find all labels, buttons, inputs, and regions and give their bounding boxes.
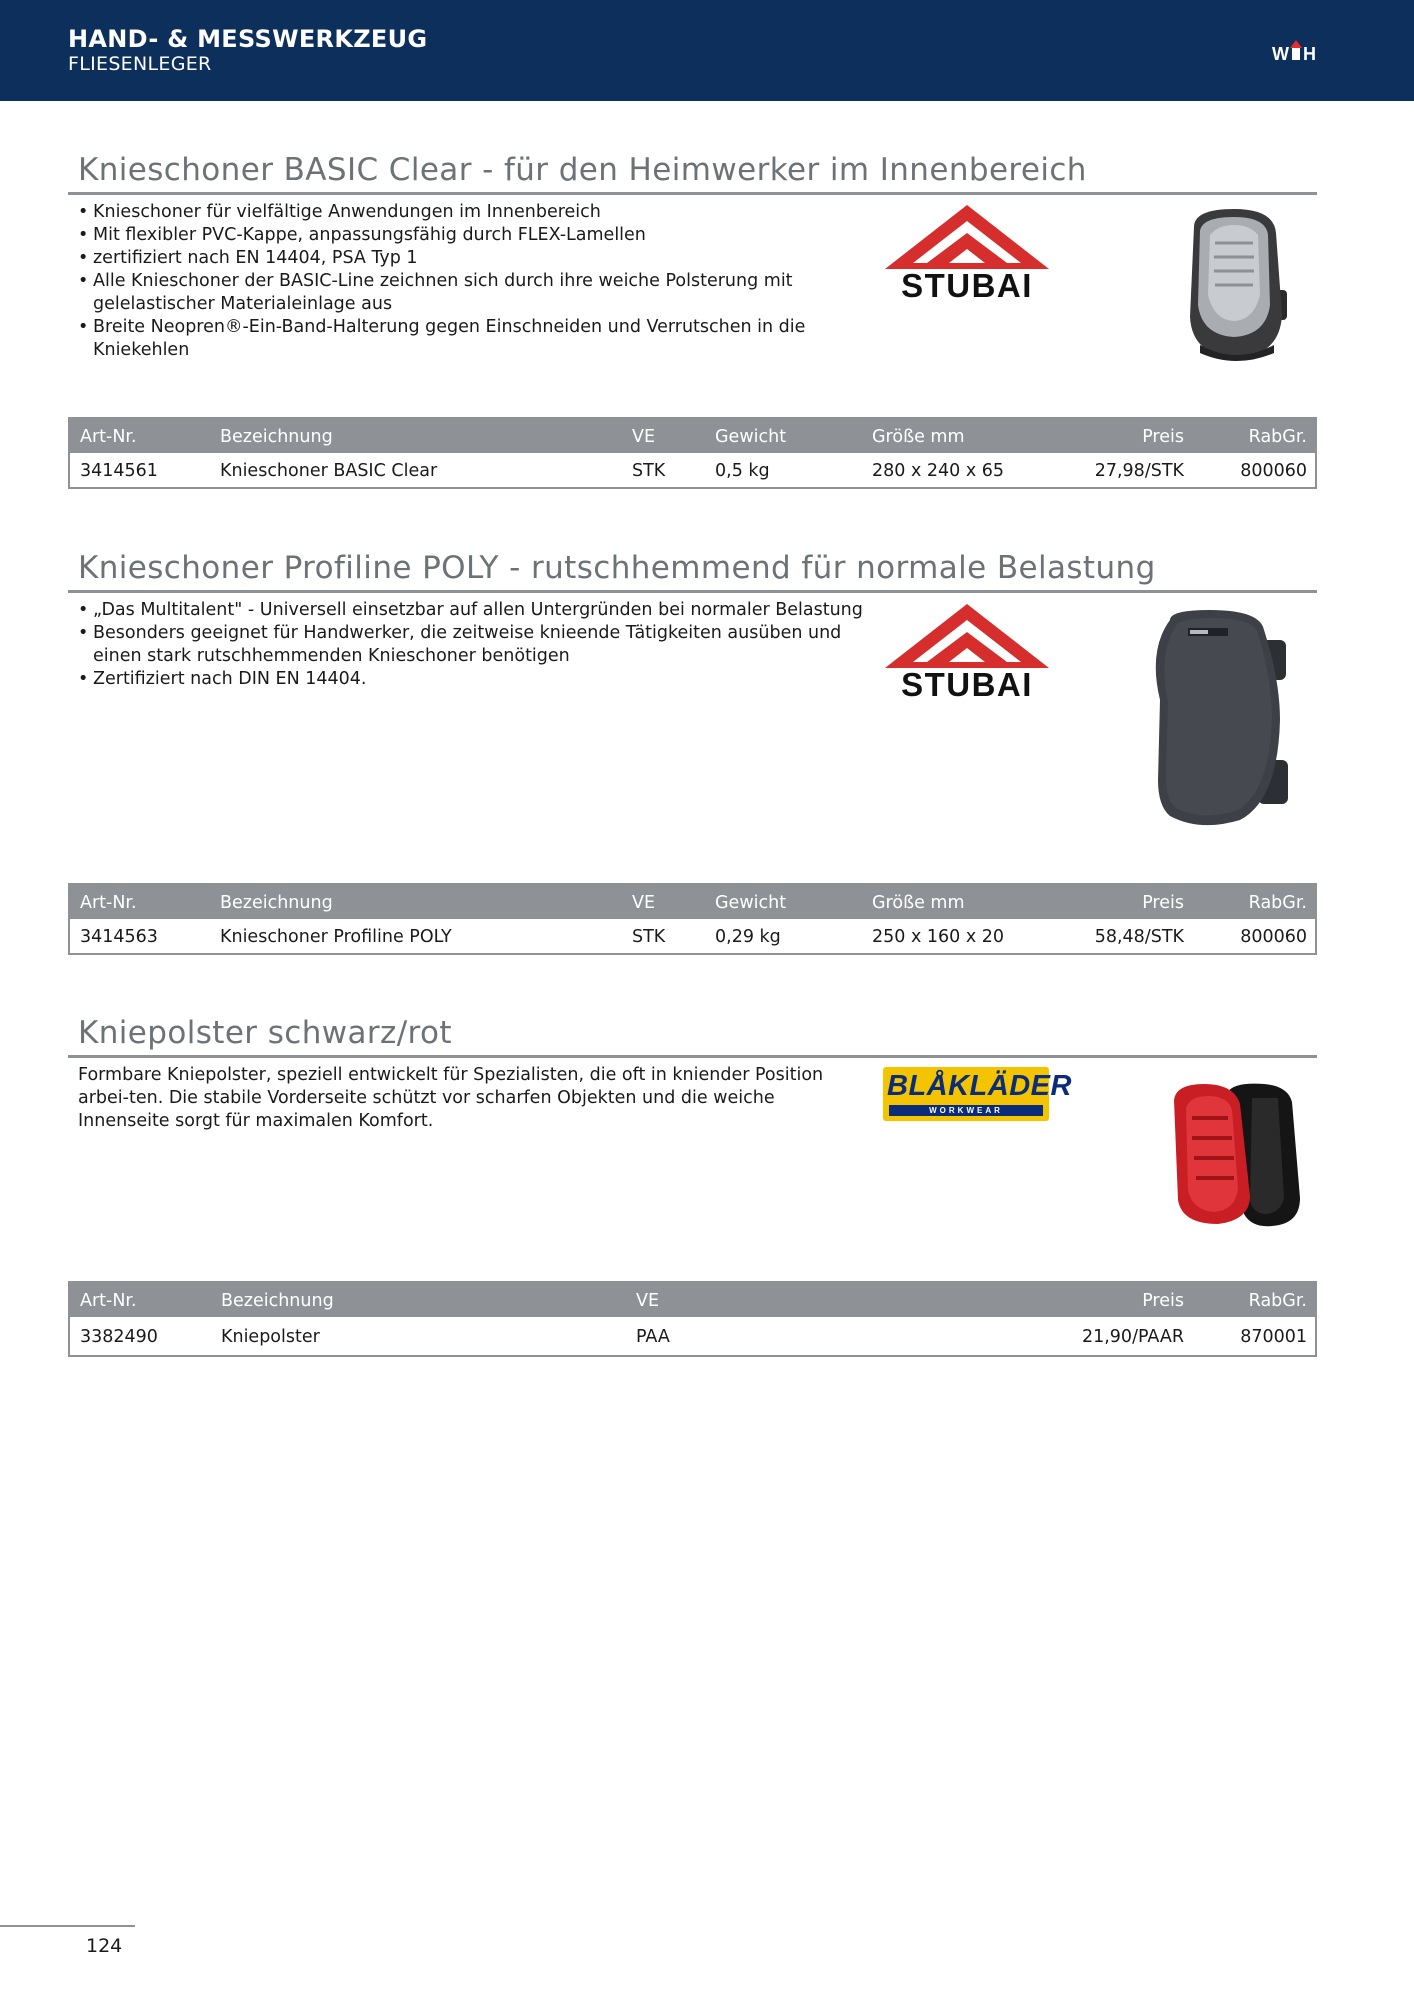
stubai-mountain-icon xyxy=(883,602,1051,672)
header-subtitle: FLIESENLEGER xyxy=(68,53,212,75)
page-number: 124 xyxy=(86,1935,123,1957)
product-title: Knieschoner Profiline POLY - rutschhemmend für normale Belastung xyxy=(78,550,1156,586)
col-groesse: Größe mm xyxy=(872,427,965,447)
feature-list xyxy=(78,201,808,362)
header-title: HAND- & MESSWERKZEUG xyxy=(68,25,428,53)
cell-groesse: 250 x 160 x 20 xyxy=(872,927,1005,947)
table-header-row xyxy=(70,419,1315,453)
cell-rabgr: 800060 xyxy=(1240,927,1307,947)
kniepolster-black-red-image xyxy=(1168,1078,1308,1230)
blaklader-subtitle: WORKWEAR xyxy=(929,1106,1003,1115)
cell-rabgr: 870001 xyxy=(1240,1327,1307,1347)
product-description: Formbare Kniepolster, speziell entwickelt für Spezialisten, die oft in kniender Position arbei-ten. Die stabile Vorderseite schützt vor scharfen Objekten und die weiche Innenseite sorgt für maximalen Komfort. xyxy=(78,1065,824,1131)
table-header-row xyxy=(70,885,1315,919)
feature-item: • Besonders geeignet für Handwerker, die zeitweise knieende Tätigkeiten ausüben und einen stark rutschhemmenden Knieschoner benötigen xyxy=(78,622,878,668)
feature-item: • „Das Multitalent" - Universell einsetzbar auf allen Untergründen bei normaler Belastung xyxy=(78,599,878,622)
cell-gewicht: 0,5 kg xyxy=(715,461,770,481)
col-ve: VE xyxy=(636,1291,660,1311)
cell-preis: 58,48/STK xyxy=(1094,927,1184,947)
knee-pad-profiline-poly-image xyxy=(1130,610,1310,830)
svg-text:W: W xyxy=(1272,44,1289,64)
feature-item: • Mit flexibler PVC-Kappe, anpassungsfähig durch FLEX-Lamellen xyxy=(78,224,808,247)
product-title: Knieschoner BASIC Clear - für den Heimwerker im Innenbereich xyxy=(78,152,1087,188)
blaklader-wordmark: BLÅKLÄDER xyxy=(887,1070,1072,1102)
feature-item: • Knieschoner für vielfältige Anwendungen im Innenbereich xyxy=(78,201,808,224)
footer-divider xyxy=(0,1925,135,1927)
cell-gewicht: 0,29 kg xyxy=(715,927,781,947)
cell-preis: 21,90/PAAR xyxy=(1081,1327,1184,1347)
section-divider xyxy=(68,192,1317,195)
cell-bezeichnung: Knieschoner BASIC Clear xyxy=(220,461,438,481)
product-table xyxy=(68,883,1317,955)
knee-pad-basic-clear-image xyxy=(1170,205,1300,365)
svg-text:H: H xyxy=(1303,44,1316,64)
feature-list xyxy=(78,599,878,691)
product-table xyxy=(68,1281,1317,1357)
section-divider xyxy=(68,590,1317,593)
feature-item: • zertifiziert nach EN 14404, PSA Typ 1 xyxy=(78,247,808,270)
table-row xyxy=(70,453,1315,487)
feature-item: • Alle Knieschoner der BASIC-Line zeichnen sich durch ihre weiche Polsterung mit gelelastischer Materialeinlage aus xyxy=(78,270,808,316)
stubai-mountain-icon xyxy=(883,203,1051,273)
col-bezeichnung: Bezeichnung xyxy=(220,427,333,447)
cell-art-nr: 3414563 xyxy=(80,927,158,947)
table-row xyxy=(70,919,1315,953)
blaklader-logo xyxy=(883,1067,1072,1121)
col-bezeichnung: Bezeichnung xyxy=(221,1291,334,1311)
page-header xyxy=(0,0,1414,101)
col-rabgr: RabGr. xyxy=(1248,427,1307,447)
col-preis: Preis xyxy=(1142,1291,1184,1311)
cell-preis: 27,98/STK xyxy=(1094,461,1184,481)
feature-item: • Breite Neopren®-Ein-Band-Halterung gegen Einschneiden und Verrutschen in die Kniekehlen xyxy=(78,316,808,362)
wh-logo-icon xyxy=(1272,38,1322,64)
cell-rabgr: 800060 xyxy=(1240,461,1307,481)
stubai-logo xyxy=(883,203,1051,307)
cell-art-nr: 3414561 xyxy=(80,461,158,481)
cell-groesse: 280 x 240 x 65 xyxy=(872,461,1005,481)
cell-ve: STK xyxy=(632,461,666,481)
cell-bezeichnung: Knieschoner Profiline POLY xyxy=(220,927,452,947)
col-art-nr: Art-Nr. xyxy=(80,1291,137,1311)
col-preis: Preis xyxy=(1142,893,1184,913)
col-bezeichnung: Bezeichnung xyxy=(220,893,333,913)
feature-item: • Zertifiziert nach DIN EN 14404. xyxy=(78,668,878,691)
col-gewicht: Gewicht xyxy=(715,427,787,447)
col-gewicht: Gewicht xyxy=(715,893,787,913)
stubai-wordmark: STUBAI xyxy=(901,666,1033,703)
cell-ve: STK xyxy=(632,927,666,947)
table-header-row xyxy=(70,1283,1315,1317)
col-ve: VE xyxy=(632,427,656,447)
col-ve: VE xyxy=(632,893,656,913)
cell-art-nr: 3382490 xyxy=(80,1327,158,1347)
cell-bezeichnung: Kniepolster xyxy=(221,1327,320,1347)
col-rabgr: RabGr. xyxy=(1248,1291,1307,1311)
col-art-nr: Art-Nr. xyxy=(80,427,137,447)
col-preis: Preis xyxy=(1142,427,1184,447)
stubai-wordmark: STUBAI xyxy=(901,267,1033,304)
stubai-logo xyxy=(883,602,1051,706)
cell-ve: PAA xyxy=(636,1327,670,1347)
col-art-nr: Art-Nr. xyxy=(80,893,137,913)
product-title: Kniepolster schwarz/rot xyxy=(78,1015,452,1051)
col-groesse: Größe mm xyxy=(872,893,965,913)
table-row xyxy=(70,1317,1315,1355)
col-rabgr: RabGr. xyxy=(1248,893,1307,913)
product-table xyxy=(68,417,1317,489)
section-divider xyxy=(68,1055,1317,1058)
